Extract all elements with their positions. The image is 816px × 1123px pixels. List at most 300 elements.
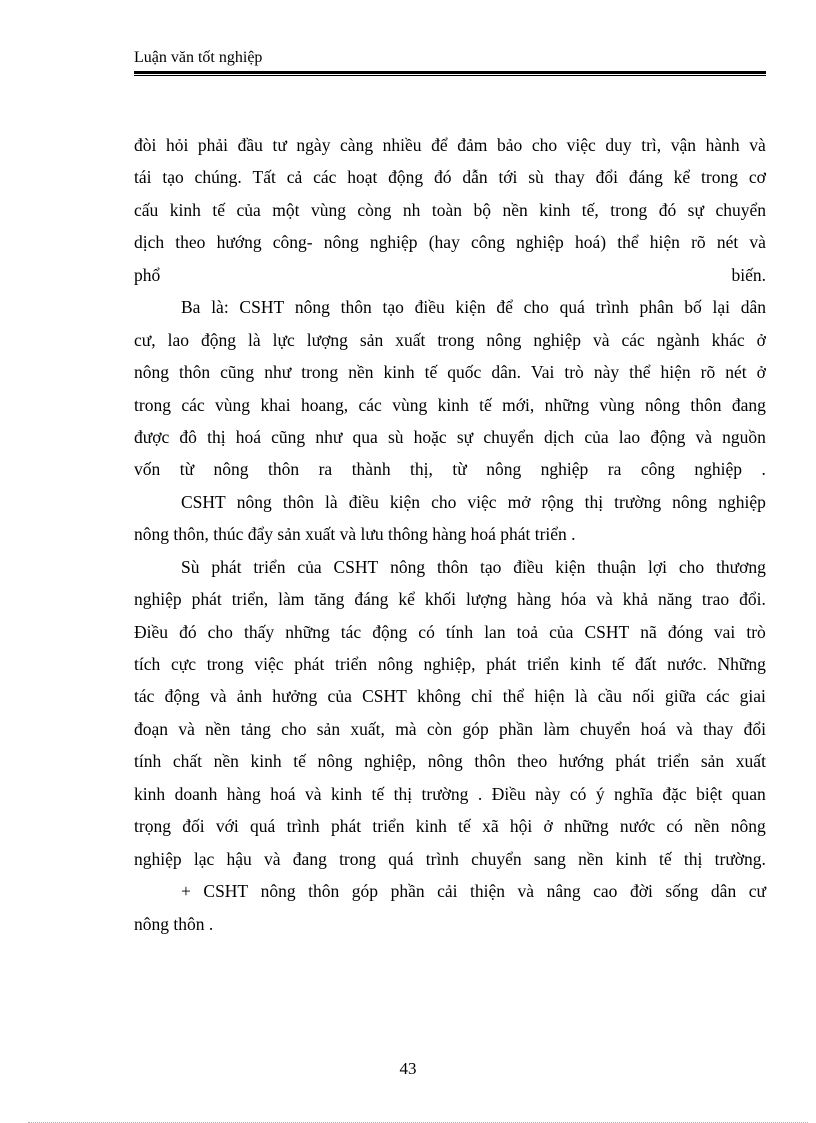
word: tích <box>134 654 161 674</box>
word: khai <box>260 394 291 415</box>
word: nền <box>213 751 239 772</box>
word: trường. <box>714 848 766 869</box>
word: rõ <box>700 362 716 383</box>
word: đổi. <box>739 589 766 610</box>
word: đó <box>658 199 677 220</box>
word: những <box>285 621 330 642</box>
word: thể <box>502 686 525 707</box>
word: trong <box>437 329 475 350</box>
word: quá <box>388 848 414 869</box>
word: và <box>304 783 322 804</box>
word: nông <box>294 297 330 318</box>
word: đóng <box>667 621 703 642</box>
word: thôn <box>690 394 722 415</box>
word: tái <box>134 167 152 188</box>
word: trì, <box>641 135 662 155</box>
text-line <box>134 875 766 907</box>
word: nền <box>694 816 720 837</box>
text-line <box>134 583 766 615</box>
word: dẫn <box>462 167 488 188</box>
word: kinh <box>437 394 469 415</box>
word: của <box>584 426 609 447</box>
word: trong <box>206 654 244 674</box>
word: toả <box>516 621 539 642</box>
word: trình <box>595 297 629 318</box>
word: cho <box>523 297 549 318</box>
word: trường <box>421 783 469 804</box>
word: hiện <box>649 232 680 253</box>
word: thị <box>207 426 226 447</box>
word: nông <box>730 816 766 837</box>
word: cho <box>431 491 457 512</box>
word: đó <box>434 167 452 188</box>
word: nghiệp, <box>423 654 476 674</box>
word: để <box>431 135 448 155</box>
word: Ba <box>181 297 201 318</box>
word: ngày <box>296 135 331 155</box>
word: mà <box>395 718 417 739</box>
word: khác <box>711 329 745 350</box>
word: kiện <box>389 491 421 512</box>
word: trình <box>286 816 320 837</box>
word: CSHT <box>362 686 407 707</box>
word: và <box>695 426 712 447</box>
word: lại <box>712 297 730 318</box>
word: từ <box>179 459 195 480</box>
word: hành <box>705 135 740 155</box>
word: tế <box>424 362 438 383</box>
word: có <box>569 783 587 804</box>
word: công- <box>272 232 313 253</box>
word: trình <box>425 848 459 869</box>
word: quan <box>731 783 766 804</box>
word: cải <box>437 881 458 902</box>
word: lượng <box>306 329 348 350</box>
word: nền <box>502 199 528 220</box>
word: vùng <box>392 394 428 415</box>
word: nhiều <box>382 135 422 155</box>
word: tính <box>445 621 474 642</box>
word: phát <box>294 654 325 674</box>
word: nghiệp <box>718 491 766 512</box>
word: có <box>418 621 435 642</box>
word: động <box>372 621 408 642</box>
word: Điều <box>491 783 526 804</box>
word: triển <box>657 751 690 772</box>
word: mới, <box>502 394 535 415</box>
word: Tất <box>252 167 276 188</box>
word: bố <box>684 297 702 318</box>
word: thôn <box>436 556 469 577</box>
word: dịch <box>134 232 165 253</box>
word: rõ <box>691 232 706 253</box>
word: cơ <box>748 167 766 188</box>
word: ở <box>756 329 766 350</box>
word: và <box>178 718 195 739</box>
text-line <box>134 129 766 161</box>
word: khả <box>622 589 648 610</box>
word: hoá <box>640 718 666 739</box>
word: lượng <box>465 589 508 610</box>
word: biệt <box>696 783 723 804</box>
word: phân <box>639 297 674 318</box>
word: ra <box>318 459 333 480</box>
word: càng <box>340 135 374 155</box>
word: thuận <box>597 556 637 577</box>
word: một <box>272 199 300 220</box>
word: sản <box>316 718 341 739</box>
word: của <box>549 621 574 642</box>
word: góp <box>462 718 489 739</box>
word: mở <box>507 491 531 512</box>
word: nông <box>236 491 272 512</box>
word: là <box>325 491 338 512</box>
word: tế <box>293 751 306 772</box>
word: hướng <box>558 751 604 772</box>
word: tính <box>134 751 162 772</box>
word: thôn <box>474 751 506 772</box>
text-line <box>134 259 766 291</box>
word: phát <box>330 816 362 837</box>
word: trong <box>701 167 738 188</box>
word: bộ <box>473 199 491 220</box>
word: trọng <box>134 816 171 837</box>
word: CSHT <box>203 881 249 902</box>
word: lợi <box>648 556 668 577</box>
header-title: Luận văn tốt nghiệp <box>134 49 263 66</box>
text-line <box>134 161 766 193</box>
word: chất <box>172 751 202 772</box>
word: động <box>201 329 237 350</box>
word: toàn <box>431 199 463 220</box>
word: xã <box>482 816 499 837</box>
word: CSHT <box>333 556 379 577</box>
word: nước <box>619 816 656 837</box>
word: dịch <box>544 426 575 447</box>
text-line <box>134 486 766 518</box>
word: động <box>388 167 424 188</box>
text-line: nông thôn . <box>134 913 214 934</box>
word: tạo <box>479 556 502 577</box>
word: hậu <box>226 848 252 869</box>
page-header <box>134 48 766 76</box>
word: qua <box>352 426 378 447</box>
word: kiện <box>555 556 586 577</box>
text-line <box>134 551 766 583</box>
word: đất <box>635 654 657 674</box>
text-line <box>134 810 766 842</box>
word: cả <box>286 167 303 188</box>
word: hiện <box>534 686 565 707</box>
word: hoạt <box>347 167 378 188</box>
word: doanh <box>174 783 218 804</box>
word: . <box>477 783 483 804</box>
word: Điều <box>134 621 169 642</box>
word: Vai <box>531 362 555 383</box>
word: tác <box>340 621 362 642</box>
word: việc <box>467 491 497 512</box>
text-line <box>134 713 766 745</box>
word: chuyển <box>579 718 631 739</box>
word: . <box>761 459 766 480</box>
word: hoá <box>270 783 296 804</box>
word: kiện <box>455 297 486 318</box>
word: phổ <box>134 264 161 285</box>
word: cho <box>678 556 705 577</box>
word: điều <box>513 556 544 577</box>
word: nông <box>672 491 708 512</box>
text-line <box>134 291 766 323</box>
header-rule <box>134 71 766 74</box>
word: động <box>650 426 686 447</box>
word: nông <box>486 329 522 350</box>
word: trong <box>610 199 648 220</box>
word: kể <box>673 167 691 188</box>
word: phần <box>499 718 534 739</box>
word: phần <box>390 881 425 902</box>
word: của <box>236 199 261 220</box>
word: thôn <box>179 362 211 383</box>
word: cũng <box>271 426 306 447</box>
word: bảo <box>496 135 523 155</box>
text-line <box>134 194 766 226</box>
word: sản <box>359 329 384 350</box>
word: và <box>749 232 766 253</box>
word: Những <box>717 654 766 674</box>
word: kinh <box>569 654 601 674</box>
word: nã <box>640 621 657 642</box>
word: nước. <box>667 654 707 674</box>
word: điều <box>414 297 445 318</box>
word: nghiệp <box>540 459 589 480</box>
body-text <box>134 129 766 940</box>
word: là <box>248 329 261 350</box>
word: chuyển <box>715 199 766 220</box>
word: kinh <box>330 783 363 804</box>
word: đang <box>731 394 766 415</box>
word: nghiệp <box>694 459 742 480</box>
word: phát <box>615 751 646 772</box>
word: là <box>574 686 588 707</box>
word: tế <box>458 816 471 837</box>
word: hóa <box>560 589 587 610</box>
word: tế <box>659 848 672 869</box>
word: kinh <box>615 848 647 869</box>
word: ở <box>543 816 553 837</box>
word: cầu <box>597 686 623 707</box>
word: trò <box>564 362 584 383</box>
word: ở <box>756 362 766 383</box>
word: thay <box>703 718 734 739</box>
word: còng <box>357 199 392 220</box>
word: phát <box>211 556 242 577</box>
word: những <box>564 816 609 837</box>
word: dân. <box>491 362 521 383</box>
word: làm <box>543 718 570 739</box>
word: chúng. <box>194 167 242 188</box>
word: đời <box>629 881 653 902</box>
word: triển <box>372 816 405 837</box>
word: nông <box>317 751 353 772</box>
word: lan <box>484 621 506 642</box>
text-line <box>134 843 766 875</box>
word: đặc <box>662 783 687 804</box>
word: khối <box>424 589 456 610</box>
word: xuất <box>395 329 426 350</box>
word: sang <box>533 848 566 869</box>
word: hiện <box>660 362 691 383</box>
word: sù <box>387 426 404 447</box>
word: thị <box>584 491 604 512</box>
word: trong <box>301 362 339 383</box>
word: lạc <box>193 848 215 869</box>
word: thôn <box>308 881 340 902</box>
word: cho <box>531 135 558 155</box>
word: cho <box>281 718 307 739</box>
word: đối <box>182 816 205 837</box>
word: ý <box>595 783 605 804</box>
word: tảng <box>240 718 271 739</box>
word: tế <box>479 394 492 415</box>
word: biến. <box>731 264 766 285</box>
word: tế <box>212 199 225 220</box>
word: thị <box>683 848 703 869</box>
word: góp <box>351 881 379 902</box>
word: các <box>706 686 730 707</box>
text-line <box>134 324 766 356</box>
word: như <box>264 362 292 383</box>
word: hỏi <box>165 135 189 155</box>
text-line <box>134 745 766 777</box>
word: cư, <box>134 329 156 350</box>
word: sự <box>456 426 474 447</box>
word: các <box>621 329 645 350</box>
word: chỉ <box>471 686 493 707</box>
word: trong <box>339 848 377 869</box>
word: nông <box>644 394 680 415</box>
word: đổi <box>595 167 618 188</box>
text-line <box>134 648 766 680</box>
word: các <box>358 394 382 415</box>
word: tế <box>371 783 385 804</box>
word: sù <box>528 167 544 188</box>
word: nâng <box>546 881 581 902</box>
word: thôn <box>340 297 372 318</box>
word: và <box>592 329 610 350</box>
word: thể <box>617 232 639 253</box>
word: với <box>215 816 239 837</box>
text-line <box>134 226 766 258</box>
word: trò <box>746 621 766 642</box>
word: dân <box>710 881 737 902</box>
word: triển <box>527 654 560 674</box>
word: phát <box>191 589 222 610</box>
word: để <box>496 297 513 318</box>
word: chuyển <box>471 848 522 869</box>
word: và <box>264 848 281 869</box>
word: đòi <box>134 135 157 155</box>
word: nghiệp <box>134 848 182 869</box>
word: lao <box>167 329 190 350</box>
word: trao <box>701 589 730 610</box>
word: CSHT <box>584 621 630 642</box>
word: giữa <box>664 686 696 707</box>
word: như <box>315 426 343 447</box>
word: điều <box>348 491 379 512</box>
word: nền <box>205 718 231 739</box>
word: tạo <box>162 167 184 188</box>
word: chuyển <box>483 426 534 447</box>
word: này <box>535 783 561 804</box>
word: của <box>297 556 322 577</box>
word: nông <box>486 459 522 480</box>
word: và <box>596 589 613 610</box>
header-rule-thin <box>134 75 766 76</box>
word: hưởng <box>272 686 318 707</box>
word: thương <box>716 556 766 577</box>
word: của <box>327 686 352 707</box>
word: vùng <box>599 394 635 415</box>
word: và <box>209 686 227 707</box>
word: có <box>666 816 683 837</box>
word: đổi <box>743 718 766 739</box>
word: cư <box>748 881 766 902</box>
word: tư <box>272 135 287 155</box>
word: nghiệp <box>516 232 564 253</box>
word: nét <box>725 362 747 383</box>
word: nông <box>213 459 249 480</box>
text-line: nông thôn, thúc đẩy sản xuất và lưu thông hàng hoá phát triển . <box>134 524 576 545</box>
word: kinh <box>539 199 571 220</box>
word: cho <box>207 621 233 642</box>
word: thành <box>351 459 391 480</box>
word: thấy <box>244 621 275 642</box>
word: tế <box>611 654 625 674</box>
word: động <box>164 686 200 707</box>
word: những <box>544 394 590 415</box>
word: triển <box>253 556 286 577</box>
text-line <box>134 389 766 421</box>
word: hoặc <box>413 426 447 447</box>
word: cao <box>593 881 618 902</box>
word: tạo <box>382 297 404 318</box>
text-line <box>134 356 766 388</box>
word: và <box>517 881 535 902</box>
word: và <box>676 718 693 739</box>
word: nghiệp, <box>364 751 417 772</box>
word: giai <box>739 686 766 707</box>
word: kể <box>398 589 415 610</box>
word: là: <box>211 297 229 318</box>
word: kinh <box>250 751 282 772</box>
word: sản <box>700 751 725 772</box>
word: xuất <box>735 751 766 772</box>
word: hội <box>509 816 533 837</box>
word: nghiệp <box>369 232 418 253</box>
word: tới <box>498 167 518 188</box>
word: vùng <box>215 394 251 415</box>
word: thể <box>629 362 651 383</box>
word: từ <box>452 459 467 480</box>
word: xuất, <box>350 718 385 739</box>
word: đoạn <box>134 718 169 739</box>
word: phát <box>486 654 517 674</box>
word: nền <box>578 848 604 869</box>
word: hàng <box>226 783 261 804</box>
word: phải <box>197 135 229 155</box>
word: ra <box>607 459 622 480</box>
word: thôn <box>282 491 314 512</box>
